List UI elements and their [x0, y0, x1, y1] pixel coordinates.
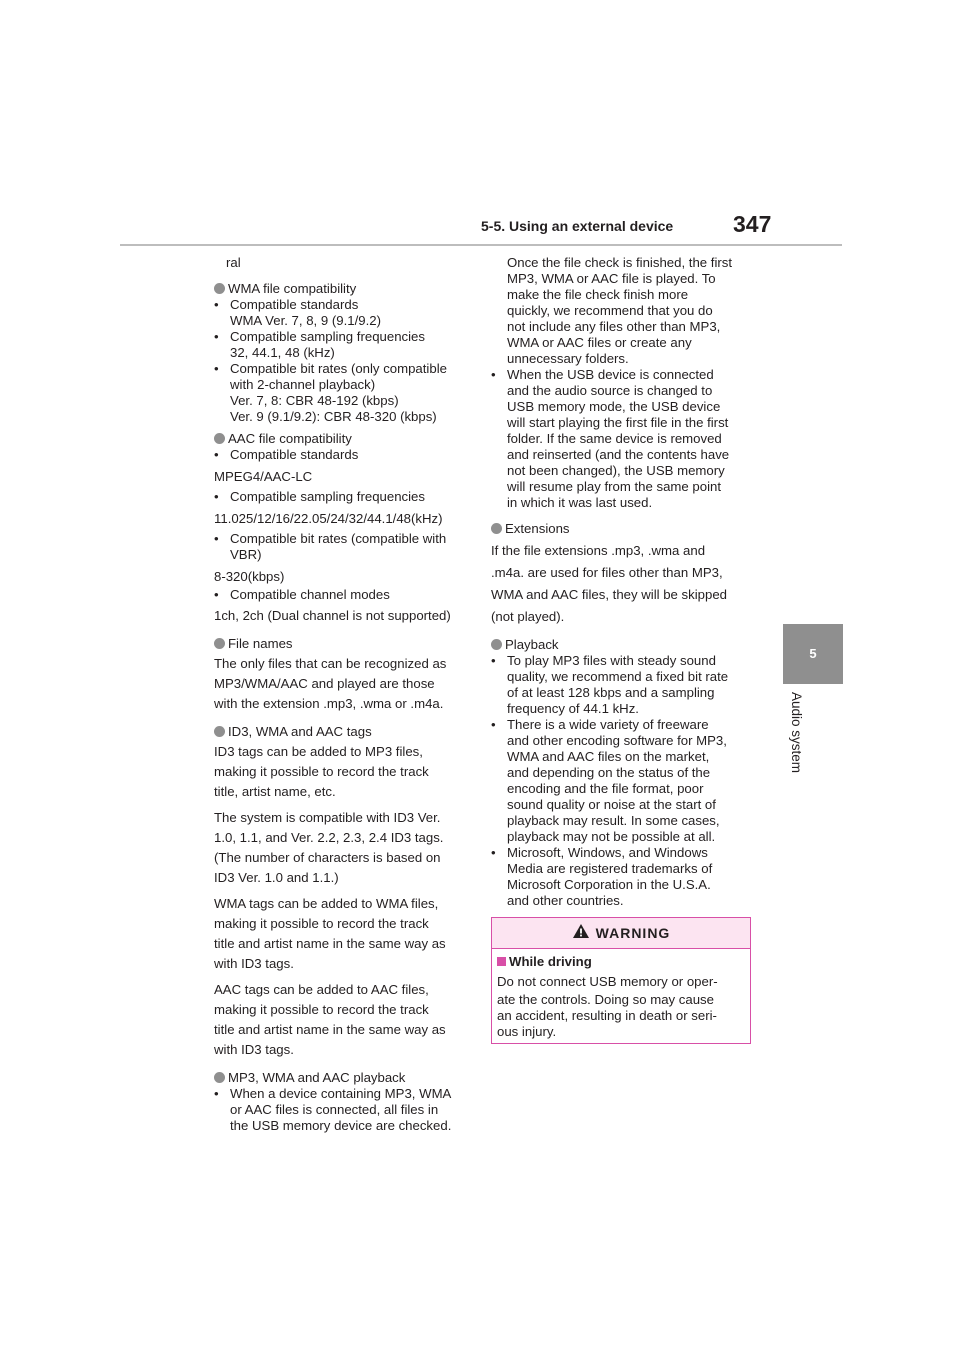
list-item: • Compatible bit rates (only compatible: [214, 361, 447, 376]
aac-heading: AAC file compatibility: [214, 431, 476, 447]
paragraph-line: making it possible to record the track: [214, 1002, 429, 1017]
list-item-cont: 32, 44.1, 48 (kHz): [230, 345, 335, 360]
warning-box: [491, 917, 751, 1044]
list-item-cont: encoding and the file format, poor: [507, 781, 704, 796]
list-item: • To play MP3 files with steady sound: [491, 653, 716, 668]
square-bullet-icon: [497, 957, 506, 966]
list-item-cont: Ver. 9 (9.1/9.2): CBR 48-320 (kbps): [230, 409, 437, 424]
left-column: [214, 255, 476, 1134]
right-column: [491, 255, 753, 909]
list-item-cont: MP3, WMA or AAC file is played. To: [507, 271, 716, 286]
paragraph-line: with the extension .mp3, .wma or .m4a.: [214, 696, 444, 711]
list-item-cont: make the file check finish more: [507, 287, 689, 302]
list-item-cont: of at least 128 kbps and a sampling: [507, 685, 715, 700]
list-item-cont: WMA and AAC files on the market,: [507, 749, 710, 764]
paragraph-line: WMA tags can be added to WMA files,: [214, 896, 439, 911]
playback-heading: Playback: [491, 637, 753, 653]
paragraph-line: title, artist name, etc.: [214, 784, 336, 799]
paragraph-line: with ID3 tags.: [214, 956, 294, 971]
list-item-cont: and the audio source is changed to: [507, 383, 713, 398]
list-item: • When the USB device is connected: [491, 367, 714, 382]
warning-header: [492, 918, 750, 949]
paragraph-line: making it possible to record the track: [214, 764, 429, 779]
paragraph-line: If the file extensions .mp3, .wma and: [491, 543, 706, 558]
list-item: • Compatible standards: [214, 297, 359, 312]
value-text: 11.025/12/16/22.05/24/32/44.1/48(kHz): [214, 511, 443, 526]
list-item: • Compatible standards: [214, 447, 359, 462]
list-item-cont: and depending on the status of the: [507, 765, 711, 780]
list-item: • There is a wide variety of freeware: [491, 717, 709, 732]
list-item-cont: VBR): [230, 547, 262, 562]
value-text: MPEG4/AAC-LC: [214, 469, 313, 484]
list-item-cont: quality, we recommend a fixed bit rate: [507, 669, 729, 684]
list-item: • Compatible channel modes: [214, 587, 390, 602]
list-item-cont: not include any files other than MP3,: [507, 319, 721, 334]
chapter-tab-label: Audio system: [789, 692, 804, 774]
list-item-cont: Microsoft Corporation in the U.S.A.: [507, 877, 711, 892]
warning-body: [492, 949, 750, 1040]
list-item-cont: WMA Ver. 7, 8, 9 (9.1/9.2): [230, 313, 381, 328]
tags-heading: ID3, WMA and AAC tags: [214, 724, 476, 740]
list-item: • Compatible bit rates (compatible with: [214, 531, 447, 546]
chapter-tab: 5: [783, 624, 843, 684]
bullet-dot-icon: [214, 433, 225, 444]
list-item: • When a device containing MP3, WMA: [214, 1086, 452, 1101]
warning-triangle-icon: [572, 923, 590, 944]
list-item-cont: USB memory mode, the USB device: [507, 399, 721, 414]
header-divider: [120, 244, 842, 246]
warning-line: Do not connect USB memory or oper-: [497, 974, 718, 989]
list-item-cont: will resume play from the same point: [507, 479, 722, 494]
value-text: 1ch, 2ch (Dual channel is not supported): [214, 608, 451, 623]
list-item-cont: and reinserted (and the contents have: [507, 447, 730, 462]
list-item-cont: and other encoding software for MP3,: [507, 733, 727, 748]
list-item: • Microsoft, Windows, and Windows: [491, 845, 708, 860]
list-item-cont: sound quality or noise at the start of: [507, 797, 716, 812]
paragraph-line: WMA and AAC files, they will be skipped: [491, 587, 728, 602]
paragraph-line: making it possible to record the track: [214, 916, 429, 931]
paragraph-line: AAC tags can be added to AAC files,: [214, 982, 429, 997]
list-item-cont: or AAC files is connected, all files in: [230, 1102, 439, 1117]
page-number: 347: [733, 211, 772, 237]
list-item: • Compatible sampling frequencies: [214, 329, 425, 344]
list-item-cont: playback may result. In some cases,: [507, 813, 720, 828]
bullet-dot-icon: [214, 1072, 225, 1083]
warning-line: an accident, resulting in death or seri-: [497, 1008, 717, 1023]
paragraph-line: (The number of characters is based on: [214, 850, 441, 865]
list-item: • Compatible sampling frequencies: [214, 489, 425, 504]
paragraph-line: The only files that can be recognized as: [214, 656, 447, 671]
wma-heading: WMA file compatibility: [214, 281, 476, 297]
list-item-cont: unnecessary folders.: [507, 351, 629, 366]
list-item-cont: will start playing the first file in the first: [507, 415, 729, 430]
list-item-cont: in which it was last used.: [507, 495, 653, 510]
paragraph-line: MP3/WMA/AAC and played are those: [214, 676, 435, 691]
value-text: 8-320(kbps): [214, 569, 285, 584]
paragraph-line: title and artist name in the same way as: [214, 1022, 446, 1037]
warning-line: ous injury.: [497, 1024, 557, 1039]
extensions-heading: Extensions: [491, 521, 753, 537]
paragraph-line: 1.0, 1.1, and Ver. 2.2, 2.3, 2.4 ID3 tags.: [214, 830, 444, 845]
list-item-cont: Ver. 7, 8: CBR 48-192 (kbps): [230, 393, 399, 408]
warning-title: WARNING: [595, 925, 671, 941]
list-item-cont: playback may not be possible at all.: [507, 829, 716, 844]
filenames-heading: File names: [214, 636, 476, 652]
warning-line: ate the controls. Doing so may cause: [497, 992, 714, 1007]
paragraph-line: (not played).: [491, 609, 565, 624]
bullet-dot-icon: [214, 726, 225, 737]
list-item-cont: WMA or AAC files or create any: [507, 335, 692, 350]
paragraph-line: The system is compatible with ID3 Ver.: [214, 810, 441, 825]
bullet-dot-icon: [491, 523, 502, 534]
playback-mp3-heading: MP3, WMA and AAC playback: [214, 1070, 476, 1086]
paragraph-line: title and artist name in the same way as: [214, 936, 446, 951]
section-title: 5-5. Using an external device: [481, 218, 674, 234]
continued-text: ral: [226, 255, 241, 270]
list-item-cont: with 2-channel playback): [230, 377, 376, 392]
list-item-cont: Once the file check is finished, the first: [507, 255, 733, 270]
list-item-cont: Media are registered trademarks of: [507, 861, 713, 876]
paragraph-line: ID3 Ver. 1.0 and 1.1.): [214, 870, 339, 885]
list-item-cont: not been changed), the USB memory: [507, 463, 725, 478]
list-item-cont: and other countries.: [507, 893, 624, 908]
bullet-dot-icon: [214, 638, 225, 649]
paragraph-line: .m4a. are used for files other than MP3,: [491, 565, 723, 580]
paragraph-line: ID3 tags can be added to MP3 files,: [214, 744, 423, 759]
list-item-cont: folder. If the same device is removed: [507, 431, 722, 446]
list-item-cont: frequency of 44.1 kHz.: [507, 701, 639, 716]
warning-subtitle: While driving: [497, 954, 745, 970]
bullet-dot-icon: [214, 283, 225, 294]
list-item-cont: quickly, we recommend that you do: [507, 303, 713, 318]
bullet-dot-icon: [491, 639, 502, 650]
paragraph-line: with ID3 tags.: [214, 1042, 294, 1057]
list-item-cont: the USB memory device are checked.: [230, 1118, 452, 1133]
